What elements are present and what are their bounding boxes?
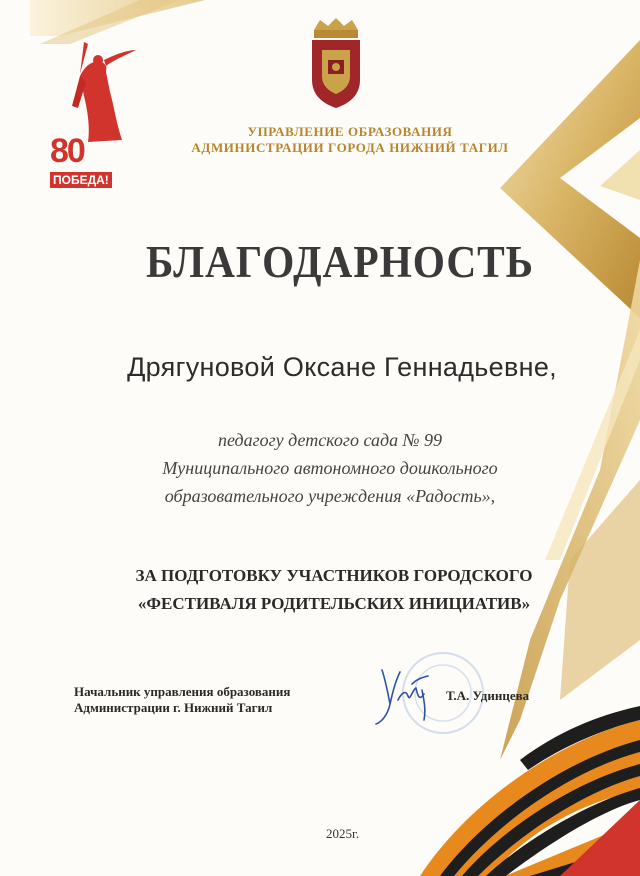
signatory-name: Т.А. Удинцева: [446, 688, 530, 703]
document-year: 2025г.: [326, 826, 360, 841]
recipient-position-line-1: педагогу детского сада № 99: [217, 430, 443, 450]
organization-line-1: УПРАВЛЕНИЕ ОБРАЗОВАНИЯ: [247, 124, 453, 139]
logo-victory-text: ПОБЕДА!: [50, 172, 112, 188]
recipient-position-line-3: образовательного учреждения «Радость»,: [164, 486, 496, 506]
logo-number-80: 80: [50, 132, 84, 170]
coat-of-arms-icon: [306, 16, 366, 110]
recipient-position-line-2: Муниципального автономного дошкольного: [162, 458, 498, 478]
handwritten-signature-icon: [372, 660, 442, 730]
document-title: БЛАГОДАРНОСТЬ: [146, 237, 534, 287]
gold-chevron-right-2: [600, 150, 640, 200]
victory-logo: [44, 36, 144, 196]
signatory-title-line-1: Начальник управления образования: [74, 684, 291, 699]
award-reason-line-1: ЗА ПОДГОТОВКУ УЧАСТНИКОВ ГОРОДСКОГО: [135, 566, 533, 585]
award-reason-line-2: «ФЕСТИВАЛЯ РОДИТЕЛЬСКИХ ИНИЦИАТИВ»: [137, 594, 531, 613]
recipient-name: Дрягуновой Оксане Геннадьевне,: [127, 352, 557, 382]
signatory-title-line-2: Администрации г. Нижний Тагил: [74, 700, 273, 715]
organization-line-2: АДМИНИСТРАЦИИ ГОРОДА НИЖНИЙ ТАГИЛ: [191, 140, 509, 155]
